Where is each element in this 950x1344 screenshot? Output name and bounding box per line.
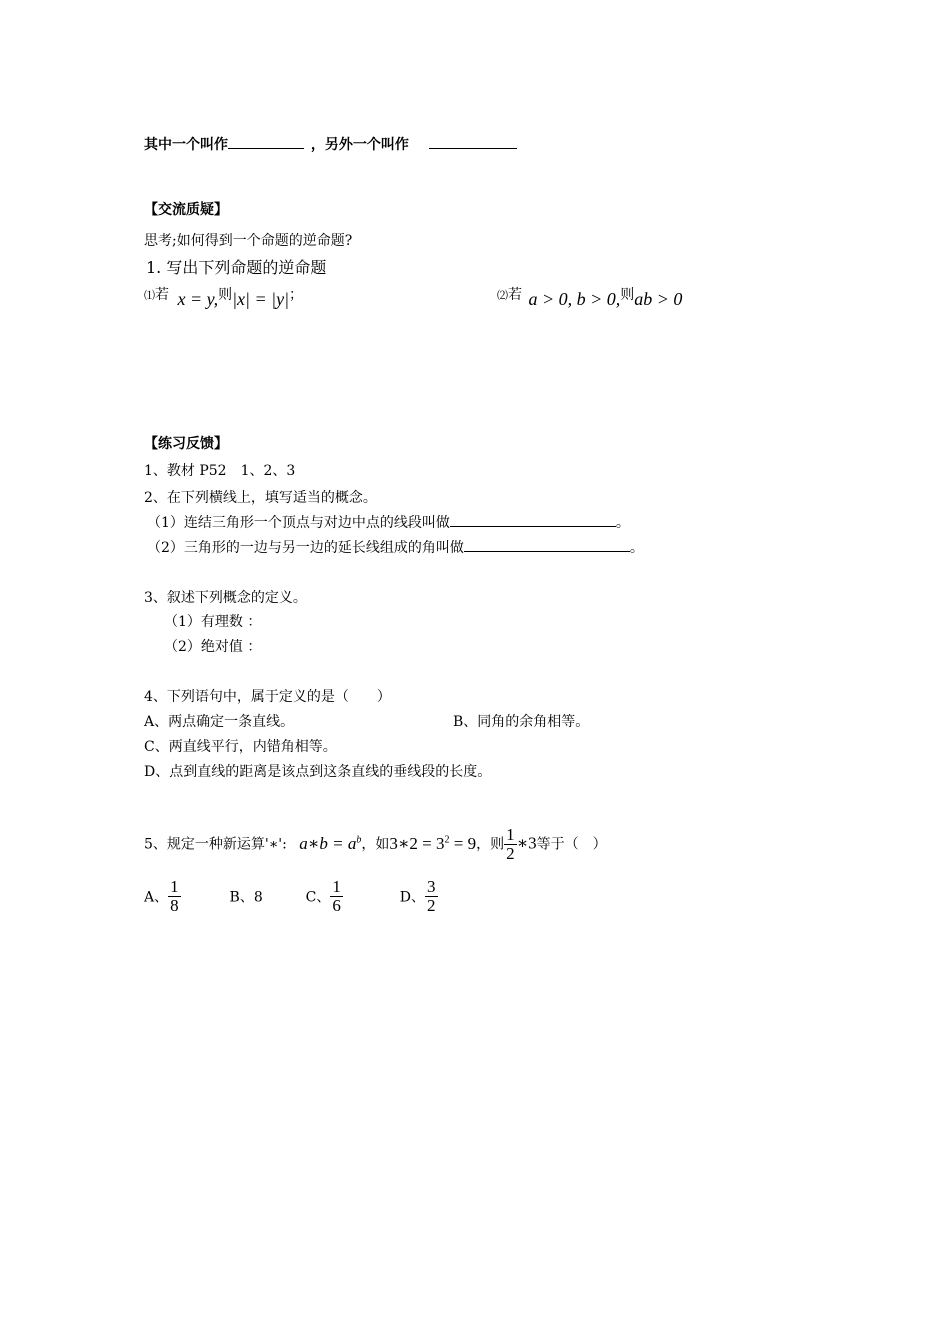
practice-4-option-d: D、点到直线的距离是该点到这条直线的垂线段的长度。 [144, 764, 492, 780]
option-d-denominator: 2 [427, 896, 436, 915]
practice-2-1-text: （1）连结三角形一个顶点与对边中点的线段叫做 [147, 515, 450, 531]
section-heading-discuss: 【交流质疑】 [144, 202, 228, 218]
item1-then: 则 [218, 287, 233, 303]
practice-3-1: （1）有理数 ： [164, 614, 262, 630]
practice-2-2 [147, 537, 644, 557]
item1-if: 若 [155, 287, 169, 303]
practice-5-then: ，则 [476, 836, 505, 853]
practice-5-prefix: 5、规定一种新运算'∗': [144, 836, 287, 853]
practice-2: 2、在下列横线上，填写适当的概念。 [144, 490, 377, 506]
question-1: 1. 写出下列命题的逆命题 [146, 258, 327, 277]
fill-blank-1[interactable] [228, 134, 304, 149]
practice-4-option-b: B、同角的余角相等。 [453, 714, 590, 730]
option-c-denominator: 6 [332, 896, 341, 915]
fraction-denominator: 2 [506, 844, 515, 864]
operation-example-base: 3∗2 = 3 [389, 833, 445, 853]
section-heading-practice: 【练习反馈】 [144, 436, 228, 452]
option-d-numerator: 3 [427, 877, 436, 896]
operation-example-result: = 9 [449, 833, 477, 853]
practice-2-2-end: 。 [629, 540, 644, 556]
option-c-fraction [330, 878, 343, 915]
proposition-1 [144, 283, 304, 309]
practice-4-option-a: A、两点确定一条直线。 [144, 714, 295, 730]
item2-if: 若 [508, 287, 522, 303]
operation-definition-exponent: b [356, 834, 362, 845]
option-b: B、8 [229, 889, 263, 906]
option-a-fraction [168, 878, 181, 915]
option-a-numerator: 1 [170, 877, 179, 896]
option-c-label: C、 [305, 889, 331, 906]
practice-3-2: （2）绝对值 ： [164, 639, 262, 655]
option-d-fraction [425, 878, 438, 915]
item2-conclusion: ab > 0 [634, 289, 683, 309]
practice-2-1 [147, 512, 630, 532]
practice-4: 4、下列语句中，属于定义的是（ ） [144, 689, 391, 705]
fraction-one-half [504, 826, 517, 863]
fraction-tail: ∗3 [516, 833, 537, 853]
operation-example-exponent: 2 [444, 834, 450, 845]
practice-2-1-end: 。 [615, 515, 630, 531]
top-line-part2: ，另外一个叫作 [310, 137, 409, 153]
top-line [144, 134, 517, 154]
option-c-numerator: 1 [332, 877, 341, 896]
item1-end: ； [289, 287, 304, 303]
item1-conclusion: |x| = |y| [232, 289, 290, 309]
item1-number: ⑴ [144, 289, 155, 302]
fill-blank-2[interactable] [429, 134, 517, 149]
item2-then: 则 [620, 287, 635, 303]
fraction-numerator: 1 [506, 825, 515, 845]
option-d-label: D、 [399, 889, 425, 906]
practice-5 [144, 818, 607, 867]
item2-number: ⑵ [497, 289, 508, 302]
item2-condition: a > 0, b > 0, [528, 289, 621, 309]
fill-blank-2-1[interactable] [450, 512, 616, 527]
practice-5-options [144, 878, 438, 915]
practice-5-mid: ，如 [361, 836, 390, 853]
practice-4-option-c: C、两直线平行，内错角相等。 [144, 739, 337, 755]
top-line-part1: 其中一个叫作 [144, 137, 228, 153]
proposition-2 [497, 283, 683, 309]
fill-blank-2-2[interactable] [464, 537, 630, 552]
practice-1: 1、教材 P52 1、2、3 [144, 463, 296, 479]
option-a-denominator: 8 [170, 896, 179, 915]
operation-definition [299, 834, 361, 853]
item1-condition: x = y, [177, 289, 219, 309]
operation-definition-base: a∗b = a [299, 833, 357, 853]
think-question: 思考;如何得到一个命题的逆命题? [144, 233, 353, 249]
option-a-label: A、 [144, 889, 169, 906]
operation-example [389, 834, 476, 853]
practice-3: 3、叙述下列概念的定义。 [144, 590, 307, 606]
practice-5-end: 等于（ ） [536, 836, 607, 853]
practice-2-2-text: （2）三角形的一边与另一边的延长线组成的角叫做 [147, 540, 464, 556]
